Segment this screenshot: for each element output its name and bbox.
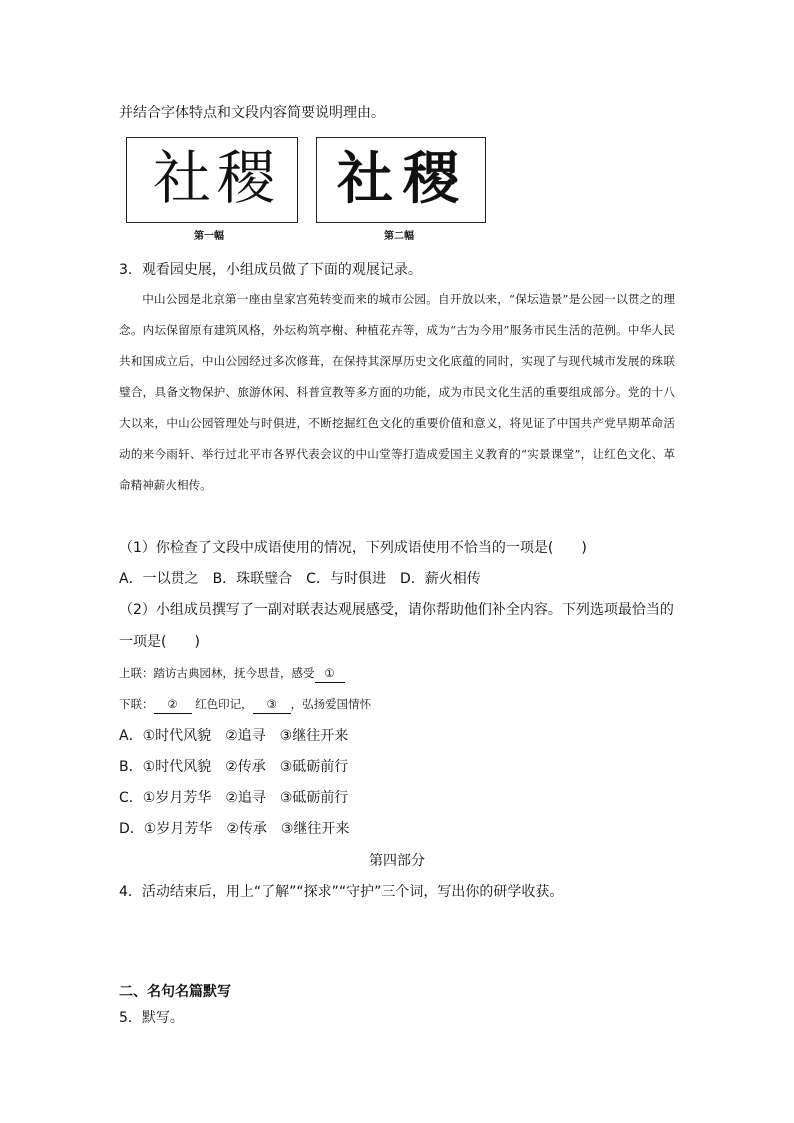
exhibition-passage	[119, 284, 675, 501]
calligraphy-char: 稷	[217, 144, 276, 212]
intro-line: 并结合字体特点和文段内容简要说明理由。	[119, 105, 385, 121]
question-3-1-stem: （1）你检查了文段中成语使用的情况，下列成语使用不恰当的一项是( )	[119, 540, 587, 556]
option-b: B．①时代风貌 ②传承 ③砥砺前行	[119, 759, 349, 775]
option-c: C．①岁月芳华 ②追寻 ③砥砺前行	[119, 790, 349, 806]
question-3-2-stem-line1: （2）小组成员撰写了一副对联表达观展感受，请你帮助他们补全内容。下列选项最恰当的	[119, 602, 674, 618]
section-2-heading: 二、名句名篇默写	[119, 984, 231, 1000]
question-3-2-stem-line2: 一项是( )	[119, 634, 200, 650]
calligraphy-char: 社	[153, 144, 210, 212]
passage-text: 中山公园是北京第一座由皇家宫苑转变而来的城市公园。自开放以来，“保坛造景”是公园一以贯之的理念。内坛保留原有建筑风格，外坛构筑亭榭、种植花卉等，成为“古为今用”服务市民生活的范例。中华人民共和国成立后，中山公园经过多次修葺，在保持其深厚历史文化底蕴的同时，实现了与现代城市发展的珠联璧合，具备文物保护、旅游休闲、科普宣教等多方面的功能，成为市民文化生活的重要组成部分。党的十八大以来，中山公园管理处与时俱进，不断挖掘红色文化的重要价值和意义，将见证了中国共产党早期革命活动的来今雨轩、举行过北平市各界代表会议的中山堂等打造成爱国主义教育的“实景课堂”，让红色文化、革命精神薪火相传。	[119, 292, 675, 492]
question-4: 4．活动结束后，用上“了解”“探求”“守护”三个词，写出你的研学收获。	[119, 884, 564, 900]
blank-1: ①	[315, 664, 345, 683]
option-a: A．①时代风貌 ②追寻 ③继往开来	[119, 728, 349, 744]
couplet-upper	[119, 664, 345, 683]
couplet-lower-label: 下联：	[119, 697, 154, 711]
question-3-title: 3．观看园史展，小组成员做了下面的观展记录。	[119, 262, 422, 278]
caption-second: 第二幅	[384, 231, 414, 242]
couplet-upper-text: 上联：踏访古典园林，抚今思昔，感受	[119, 666, 315, 680]
calligraphy-char: 稷	[403, 146, 459, 212]
question-3-1-options: A．一以贯之 B．珠联璧合 C．与时俱进 D．薪火相传	[119, 571, 481, 587]
blank-2: ②	[154, 695, 192, 714]
couplet-lower-suffix: ，弘扬爱国情怀	[290, 697, 372, 711]
blank-3: ③	[253, 695, 291, 714]
part-4-heading: 第四部分	[369, 853, 425, 869]
calligraphy-panel-1	[126, 137, 298, 223]
question-5: 5．默写。	[119, 1010, 184, 1026]
couplet-lower	[119, 695, 371, 714]
option-d: D．①岁月芳华 ②传承 ③继往开来	[119, 821, 350, 837]
calligraphy-panel-2	[316, 137, 486, 223]
calligraphy-char: 社	[337, 146, 393, 212]
caption-first: 第一幅	[194, 231, 224, 242]
couplet-lower-mid: 红色印记，	[195, 697, 253, 711]
